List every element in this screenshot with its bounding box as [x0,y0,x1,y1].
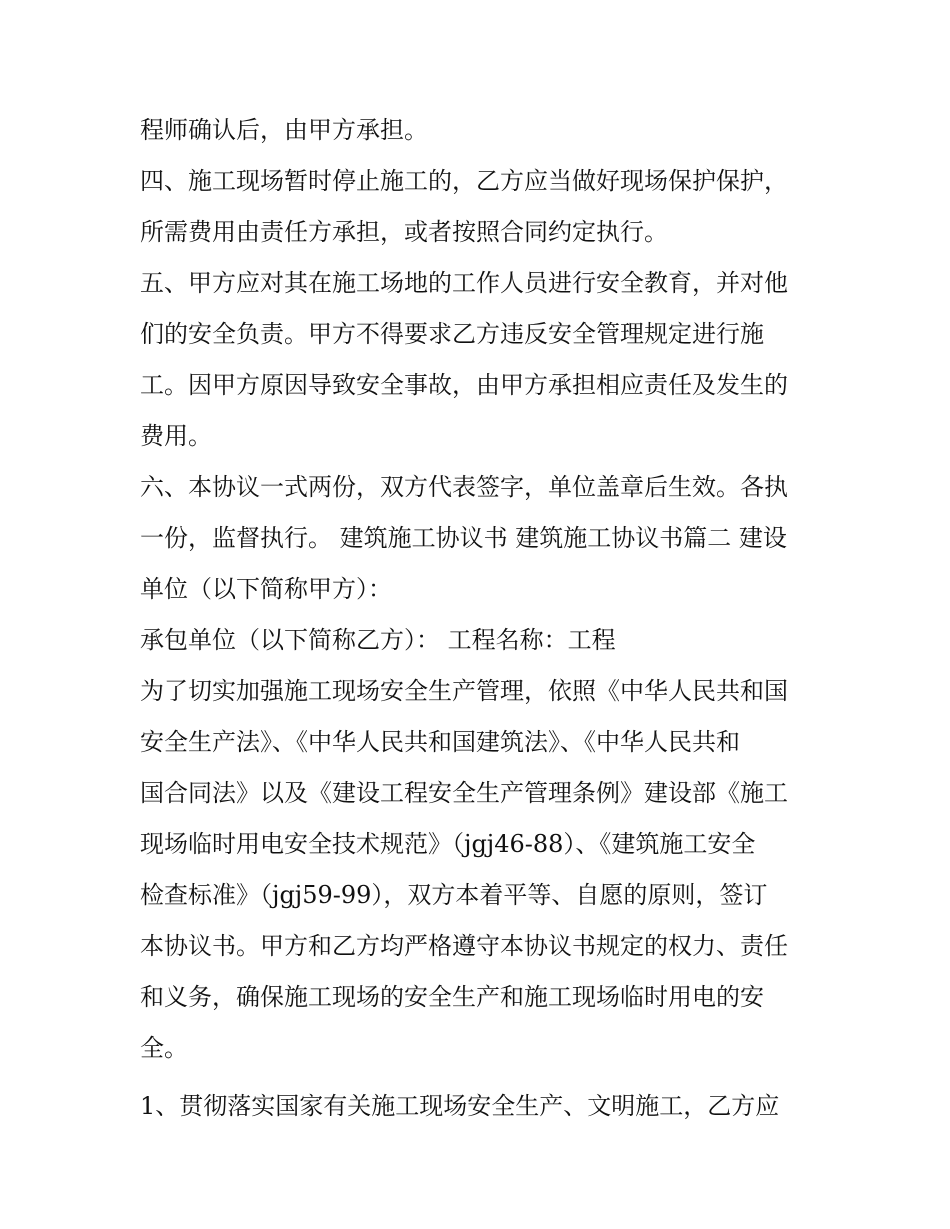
text-line: 单位（以下简称甲方）： [140,575,392,603]
text-line: 国合同法》以及《建设工程安全生产管理条例》建设部《施工 [140,779,788,807]
text-line: 1、贯彻落实国家有关施工现场安全生产、文明施工，乙方应 [140,1092,780,1120]
text-line: 一份，监督执行。 建筑施工协议书 建筑施工协议书篇二 建设 [140,524,787,552]
text-line: 和义务，确保施工现场的安全生产和施工现场临时用电的安 [140,983,764,1011]
document-body [140,105,820,1132]
text-line: 现场临时用电安全技术规范》（jgj46-88）、《建筑施工安全 [140,830,756,858]
text-line: 检查标准》（jgj59-99），双方本着平等、自愿的原则，签订 [140,881,768,909]
text-line: 们的安全负责。甲方不得要求乙方违反安全管理规定进行施 [140,320,764,348]
text-line: 四、施工现场暂时停止施工的，乙方应当做好现场保护保护， [140,167,788,195]
text-line: 程师确认后，由甲方承担。 [140,116,428,144]
text-line: 所需费用由责任方承担，或者按照合同约定执行。 [140,218,668,246]
text-line: 六、本协议一式两份，双方代表签字，单位盖章后生效。各执 [140,473,788,501]
text-line: 全。 [140,1034,188,1062]
text-line: 费用。 [140,422,212,450]
text-line: 工。因甲方原因导致安全事故，由甲方承担相应责任及发生的 [140,371,788,399]
text-line: 本协议书。甲方和乙方均严格遵守本协议书规定的权力、责任 [140,932,788,960]
text-line: 承包单位（以下简称乙方）： 工程名称：工程 [140,626,616,654]
text-line: 为了切实加强施工现场安全生产管理，依照《中华人民共和国 [140,677,788,705]
text-line: 安全生产法》、《中华人民共和国建筑法》、《中华人民共和 [140,728,740,756]
text-line: 五、甲方应对其在施工场地的工作人员进行安全教育，并对他 [140,269,788,297]
